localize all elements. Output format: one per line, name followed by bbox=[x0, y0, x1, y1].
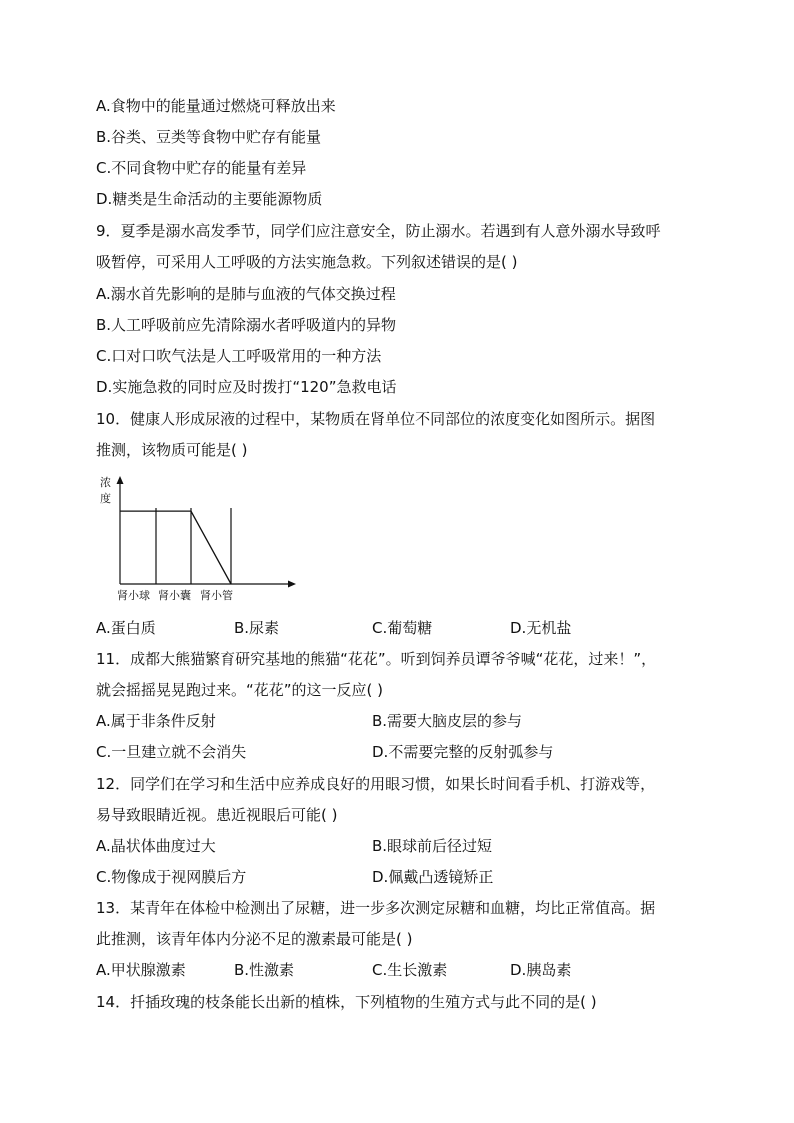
q9-option-b: B.人工呼吸前应先清除溺水者呼吸道内的异物 bbox=[96, 316, 397, 334]
q11-option-a: A.属于非条件反射 bbox=[96, 712, 216, 730]
q12-option-c: C.物像成于视网膜后方 bbox=[96, 868, 247, 886]
q8-option-a: A.食物中的能量通过燃烧可释放出来 bbox=[96, 97, 336, 115]
q10-stem-line1: 10．健康人形成尿液的过程中，某物质在肾单位不同部位的浓度变化如图所示。据图 bbox=[96, 410, 656, 428]
chart-xtick-1: 肾小囊 bbox=[158, 589, 191, 602]
q14-stem-line1: 14．扦插玫瑰的枝条能长出新的植株，下列植物的生殖方式与此不同的是( ) bbox=[96, 993, 597, 1011]
q9-option-d: D.实施急救的同时应及时拨打“120”急救电话 bbox=[96, 378, 397, 396]
chart-x-axis-arrow bbox=[288, 581, 296, 588]
q11-stem-line1: 11．成都大熊猫繁育研究基地的熊猫“花花”。听到饲养员谭爷爷喊“花花，过来！”， bbox=[96, 650, 657, 668]
q13-stem-line2: 此推测，该青年体内分泌不足的激素最可能是( ) bbox=[96, 930, 413, 948]
q13-stem-line1: 13．某青年在体检中检测出了尿糖，进一步多次测定尿糖和血糖，均比正常值高。据 bbox=[96, 899, 656, 917]
chart-ylabel-line2: 度 bbox=[100, 492, 111, 505]
chart-xtick-0: 肾小球 bbox=[117, 589, 150, 602]
chart-series-line bbox=[120, 511, 231, 584]
q8-option-c: C.不同食物中贮存的能量有差异 bbox=[96, 159, 307, 177]
q11-stem-line2: 就会摇摇晃晃跑过来。“花花”的这一反应( ) bbox=[96, 681, 384, 699]
q12-stem-line2: 易导致眼睛近视。患近视眼后可能( ) bbox=[96, 806, 338, 824]
q12-option-b: B.眼球前后径过短 bbox=[372, 837, 493, 855]
q13-option-d: D.胰岛素 bbox=[510, 961, 572, 979]
q11-option-b: B.需要大脑皮层的参与 bbox=[372, 712, 523, 730]
q12-option-a: A.晶状体曲度过大 bbox=[96, 837, 216, 855]
q10-stem-line2: 推测，该物质可能是( ) bbox=[96, 441, 248, 459]
q9-option-c: C.口对口吹气法是人工呼吸常用的一种方法 bbox=[96, 347, 382, 365]
chart-xtick-2: 肾小管 bbox=[200, 589, 233, 602]
q13-option-c: C.生长激素 bbox=[372, 961, 448, 979]
q10-option-b: B.尿素 bbox=[234, 619, 280, 637]
q13-option-a: A.甲状腺激素 bbox=[96, 961, 186, 979]
q11-option-d: D.不需要完整的反射弧参与 bbox=[372, 743, 554, 761]
concentration-chart bbox=[96, 472, 306, 608]
q12-stem-line1: 12．同学们在学习和生活中应养成良好的用眼习惯，如果长时间看手机、打游戏等， bbox=[96, 775, 656, 793]
q8-option-b: B.谷类、豆类等食物中贮存有能量 bbox=[96, 128, 322, 146]
q9-stem-line2: 吸暂停，可采用人工呼吸的方法实施急救。下列叙述错误的是( ) bbox=[96, 253, 518, 271]
q8-option-d: D.糖类是生命活动的主要能源物质 bbox=[96, 190, 323, 208]
chart-ylabel-line1: 浓 bbox=[100, 476, 111, 489]
q10-option-c: C.葡萄糖 bbox=[372, 619, 433, 637]
q9-option-a: A.溺水首先影响的是肺与血液的气体交换过程 bbox=[96, 285, 396, 303]
chart-y-axis-arrow bbox=[117, 476, 124, 484]
q10-option-d: D.无机盐 bbox=[510, 619, 572, 637]
q9-stem-line1: 9．夏季是溺水高发季节，同学们应注意安全，防止溺水。若遇到有人意外溺水导致呼 bbox=[96, 222, 661, 240]
q10-option-a: A.蛋白质 bbox=[96, 619, 156, 637]
q12-option-d: D.佩戴凸透镜矫正 bbox=[372, 868, 494, 886]
q11-option-c: C.一旦建立就不会消失 bbox=[96, 743, 247, 761]
q13-option-b: B.性激素 bbox=[234, 961, 295, 979]
